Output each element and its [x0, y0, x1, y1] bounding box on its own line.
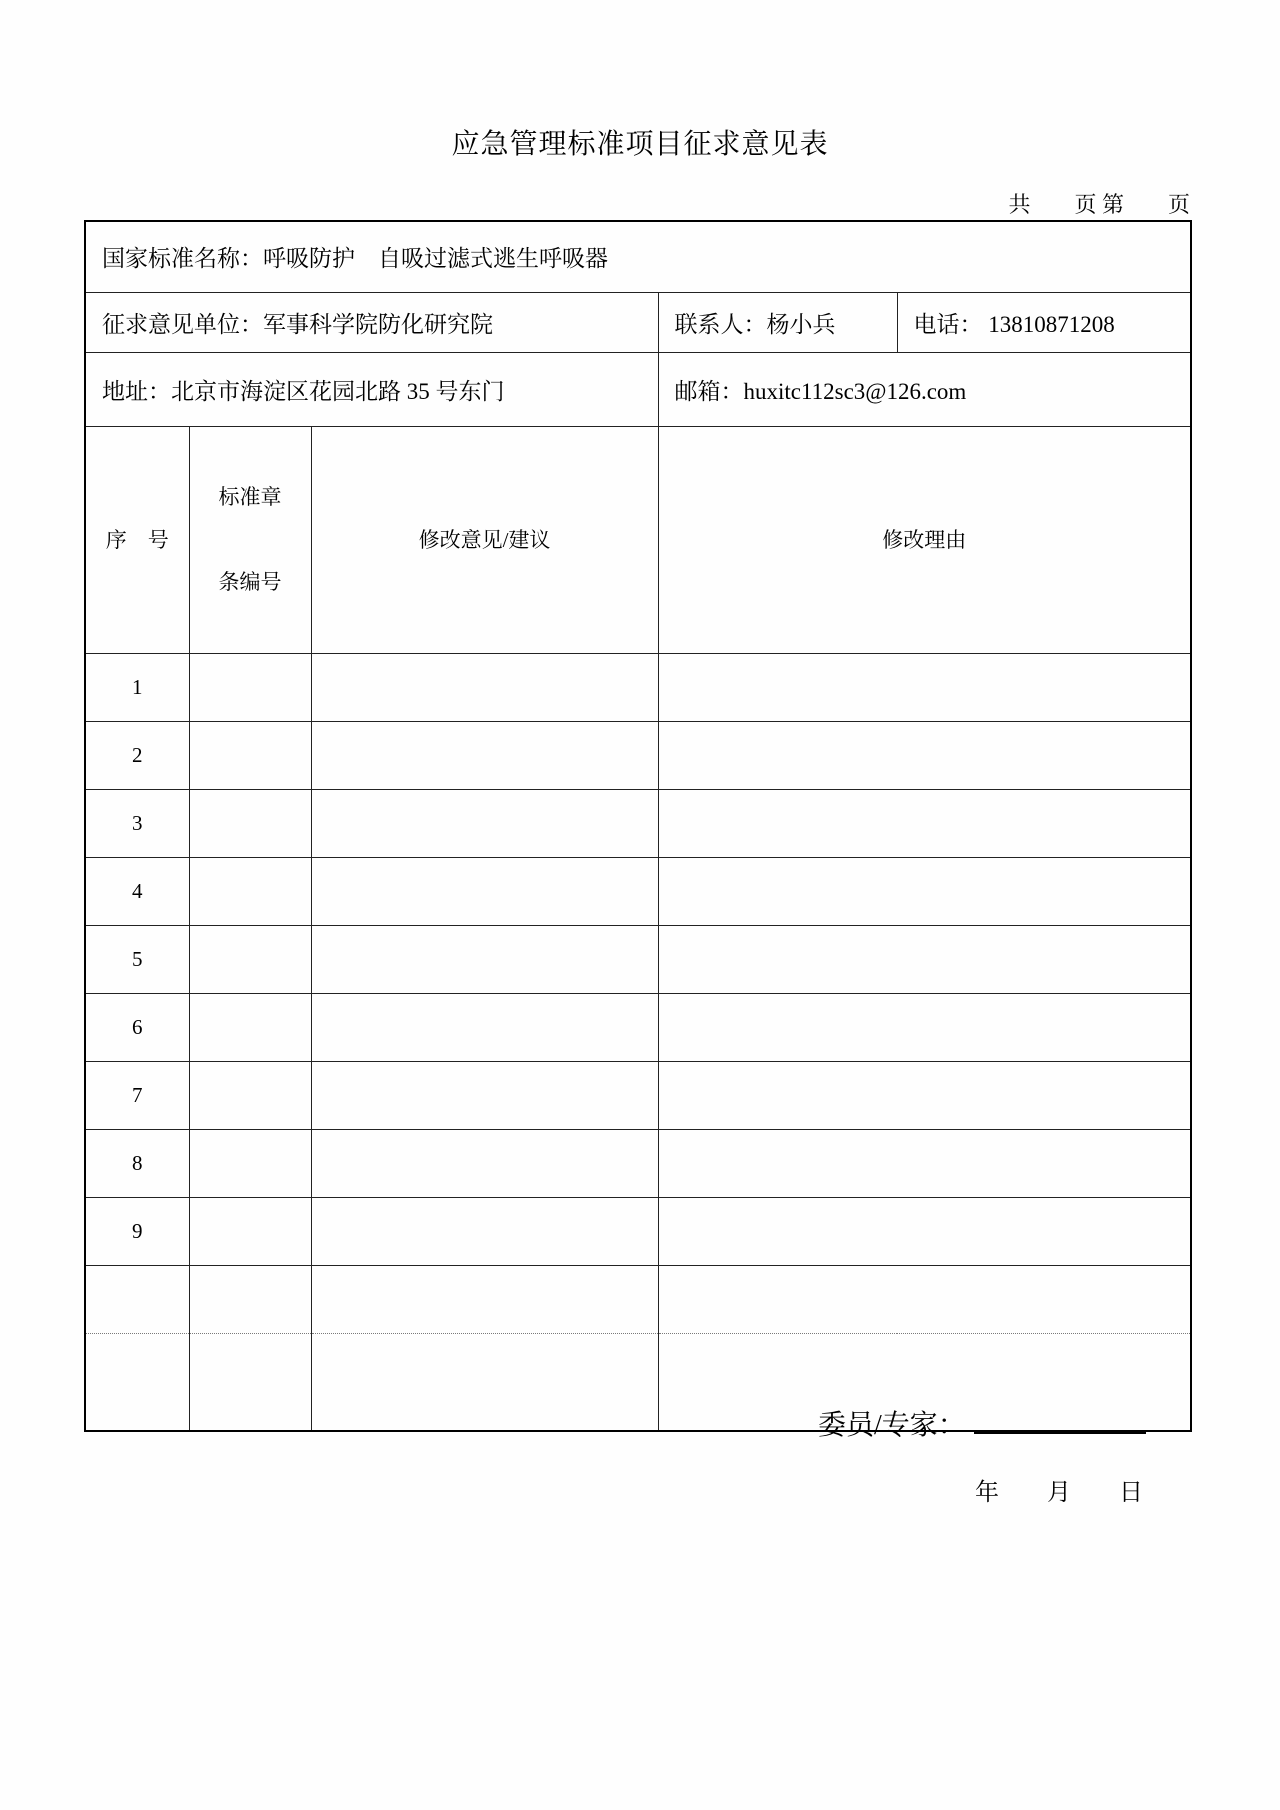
- table-row: [85, 1062, 1191, 1130]
- table-row: [85, 994, 1191, 1062]
- reason-cell: [658, 994, 1191, 1062]
- clause-cell: [189, 858, 311, 926]
- table-row: [85, 1130, 1191, 1198]
- header-reason: 修改理由: [658, 426, 1191, 654]
- clause-cell: [189, 1266, 311, 1334]
- address-row: [85, 352, 1191, 426]
- header-serial-number: 序 号: [85, 426, 189, 654]
- header-clause-line2: 条编号: [218, 570, 282, 595]
- clause-cell: [189, 1334, 311, 1431]
- header-clause-number: [189, 426, 311, 654]
- reason-cell: [658, 858, 1191, 926]
- serial-cell: [85, 1334, 189, 1431]
- reason-cell: [658, 790, 1191, 858]
- suggestion-cell: [311, 1062, 658, 1130]
- serial-cell: 3: [85, 790, 189, 858]
- serial-cell: 7: [85, 1062, 189, 1130]
- serial-cell: 2: [85, 722, 189, 790]
- reason-cell: [658, 722, 1191, 790]
- clause-cell: [189, 994, 311, 1062]
- standard-name-row: [85, 221, 1191, 292]
- table-row: [85, 654, 1191, 722]
- reason-cell: [658, 1130, 1191, 1198]
- page-title: 应急管理标准项目征求意见表: [451, 129, 829, 160]
- header-suggestion: 修改意见/建议: [311, 426, 658, 654]
- reason-cell: [658, 1198, 1191, 1266]
- suggestion-cell: [311, 1266, 658, 1334]
- serial-cell: [85, 1266, 189, 1334]
- clause-cell: [189, 790, 311, 858]
- signature-blank-line: [974, 1402, 1146, 1434]
- signature-block: [818, 1402, 1146, 1443]
- clause-cell: [189, 1062, 311, 1130]
- email-cell: 邮箱：huxitc112sc3@126.com: [658, 352, 1191, 426]
- reason-cell: [658, 1062, 1191, 1130]
- table-row: [85, 790, 1191, 858]
- reason-cell: [658, 654, 1191, 722]
- suggestion-cell: [311, 1198, 658, 1266]
- serial-cell: 6: [85, 994, 189, 1062]
- clause-cell: [189, 654, 311, 722]
- serial-cell: 1: [85, 654, 189, 722]
- suggestion-cell: [311, 654, 658, 722]
- serial-cell: 9: [85, 1198, 189, 1266]
- table-header-row: [85, 426, 1191, 654]
- date-text: 年 月 日: [975, 1480, 1143, 1506]
- reason-cell: [658, 926, 1191, 994]
- pagination-text: 共 页 第 页: [1008, 192, 1190, 217]
- suggestion-cell: [311, 790, 658, 858]
- serial-cell: 4: [85, 858, 189, 926]
- unit-contact-row: [85, 292, 1191, 352]
- contact-cell: 联系人：杨小兵: [658, 292, 897, 352]
- serial-cell: 8: [85, 1130, 189, 1198]
- suggestion-cell: [311, 722, 658, 790]
- table-row: [85, 926, 1191, 994]
- standard-name-cell: 国家标准名称：呼吸防护 自吸过滤式逃生呼吸器: [85, 221, 1191, 292]
- reason-cell: [658, 1266, 1191, 1334]
- address-cell: 地址：北京市海淀区花园北路 35 号东门: [85, 352, 658, 426]
- clause-cell: [189, 1130, 311, 1198]
- signer-label: 委员/专家：: [818, 1410, 966, 1441]
- table-row: [85, 1198, 1191, 1266]
- phone-cell: 电话： 13810871208: [897, 292, 1191, 352]
- suggestion-cell: [311, 858, 658, 926]
- suggestion-cell: [311, 1334, 658, 1431]
- soliciting-unit-cell: 征求意见单位：军事科学院防化研究院: [85, 292, 658, 352]
- table-row: [85, 722, 1191, 790]
- suggestion-cell: [311, 926, 658, 994]
- suggestion-cell: [311, 1130, 658, 1198]
- table-row: [85, 858, 1191, 926]
- serial-cell: 5: [85, 926, 189, 994]
- comment-form-table: [84, 220, 1192, 1432]
- clause-cell: [189, 722, 311, 790]
- clause-cell: [189, 1198, 311, 1266]
- table-row: [85, 1266, 1191, 1334]
- header-clause-line1: 标准章: [218, 485, 282, 510]
- suggestion-cell: [311, 994, 658, 1062]
- clause-cell: [189, 926, 311, 994]
